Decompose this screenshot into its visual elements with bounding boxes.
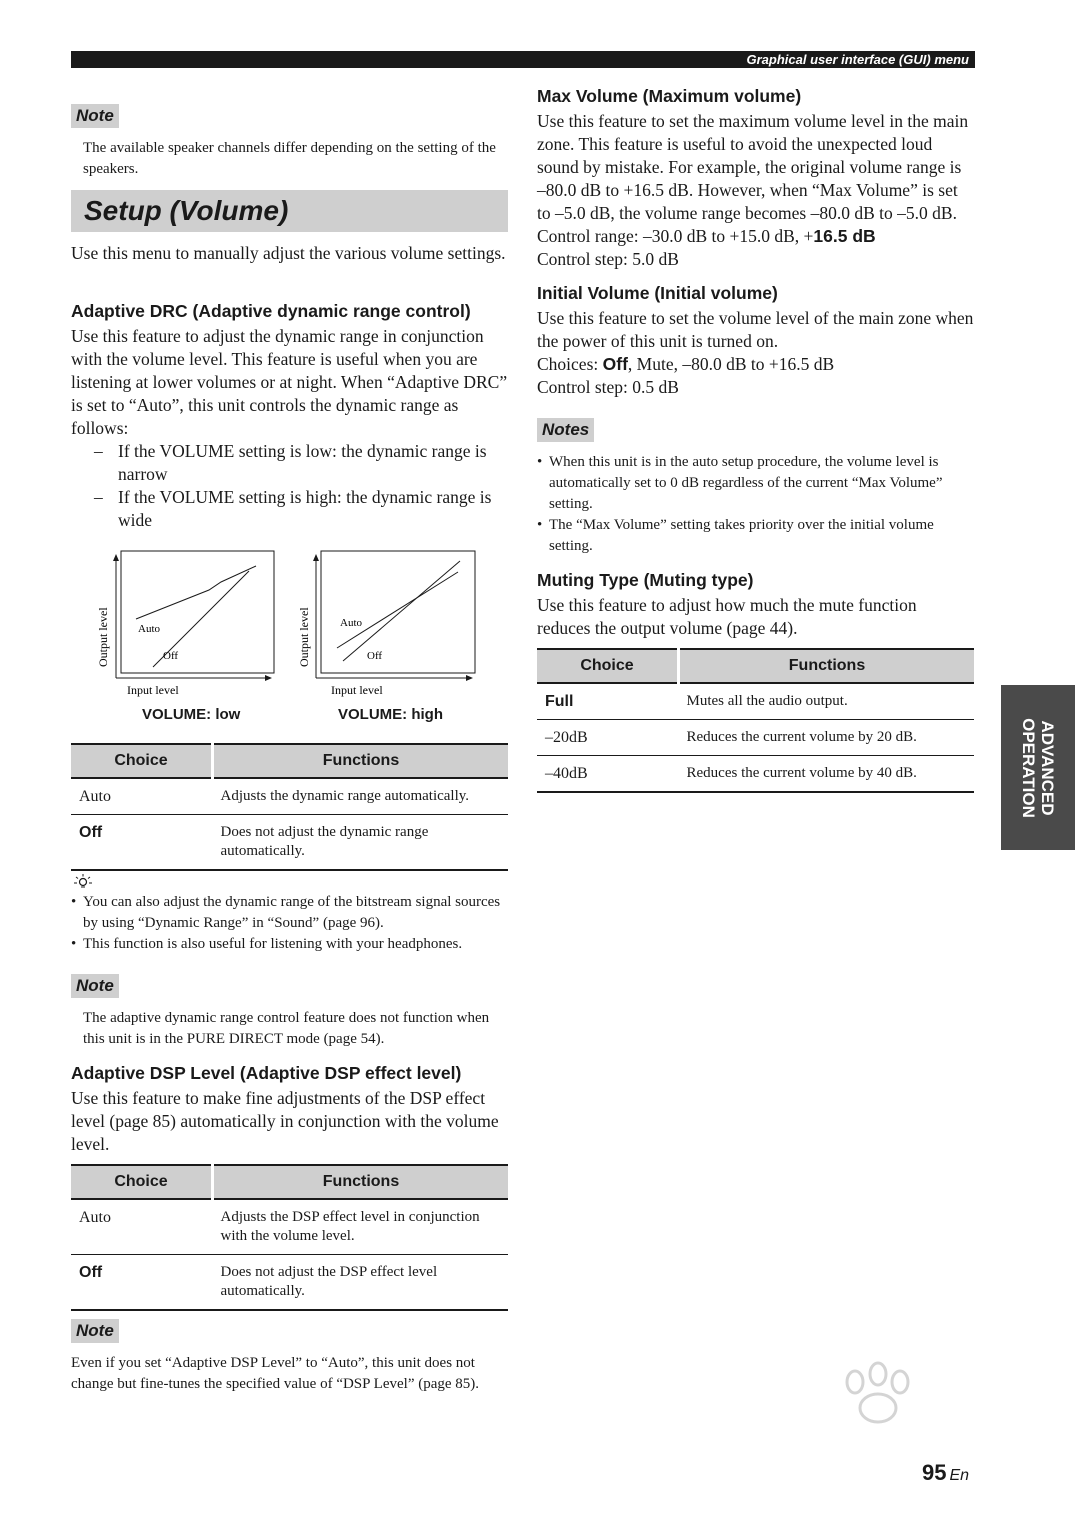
initial-volume-text: Use this feature to set the volume level of the main zone when the power of this unit is turned on.: [537, 308, 974, 351]
dsp-choices-table: [71, 1164, 508, 1311]
table-header-row: [71, 744, 508, 778]
off-label: Off: [367, 650, 383, 662]
note-label: Note: [71, 974, 119, 998]
auto-curve: [337, 572, 458, 648]
column-header: Functions: [213, 744, 509, 778]
table-row: [537, 756, 974, 793]
drc-list-item: [71, 486, 508, 532]
max-volume-description: [537, 110, 974, 271]
column-header: Choice: [537, 649, 679, 683]
note-text: The available speaker channels differ depending on the setting of the speakers.: [83, 140, 496, 177]
function-cell: Adjusts the DSP effect level in conjunction with the volume level.: [213, 1199, 509, 1255]
choice-cell: Off: [71, 1255, 213, 1311]
drc-heading: Adaptive DRC (Adaptive dynamic range control): [71, 301, 471, 321]
column-header: Functions: [213, 1165, 509, 1199]
choice-cell: –40dB: [537, 756, 679, 793]
choice-cell: Full: [537, 683, 679, 720]
plot-frame: [121, 551, 274, 673]
notes-label: Notes: [537, 418, 594, 442]
section-title: Setup (Volume): [84, 195, 289, 226]
note-text: Even if you set “Adaptive DSP Level” to “Auto”, this unit does not change but fine-tunes the specified value of “DSP Level” (page 85).: [71, 1355, 480, 1392]
choice-cell: Auto: [71, 778, 213, 815]
choice-cell: Auto: [71, 1199, 213, 1255]
max-volume-step: Control step: 5.0 dB: [537, 249, 679, 269]
tip-item: • You can also adjust the dynamic range of the bitstream signal sources by using “Dynamic Range” in “Sound” (page 96).: [71, 892, 508, 934]
note-item: • The “Max Volume” setting takes priority over the initial volume setting.: [537, 515, 974, 557]
table-row: [537, 683, 974, 720]
drc-item-text: If the VOLUME setting is low: the dynamic range is narrow: [118, 441, 487, 484]
table-row: [71, 1255, 508, 1311]
drc-description: [71, 325, 508, 532]
page-number: [922, 1460, 969, 1486]
max-volume-range: [537, 225, 974, 248]
choices-rest: , Mute, –80.0 dB to +16.5 dB: [627, 354, 835, 374]
muting-type-heading: Muting Type (Muting type): [537, 570, 754, 590]
choice-cell: Off: [71, 815, 213, 871]
side-tab-text: [1019, 718, 1057, 818]
off-curve: [343, 561, 460, 661]
column-header: Choice: [71, 744, 213, 778]
note-label: Note: [71, 104, 119, 128]
dash-marker: –: [94, 441, 103, 461]
dash-marker: –: [94, 487, 103, 507]
page-number-value: 95: [922, 1460, 947, 1485]
plot-frame: [321, 551, 475, 673]
function-cell: Adjusts the dynamic range automatically.: [213, 778, 509, 815]
y-axis-label: Output level: [96, 607, 110, 667]
initial-volume-step: Control step: 0.5 dB: [537, 377, 679, 397]
range-prefix: Control range: –30.0 dB to +15.0 dB, +: [537, 226, 814, 246]
x-axis-label: Input level: [127, 683, 179, 697]
tips-list: [71, 892, 508, 955]
section-title-box: [71, 190, 508, 232]
page-language: En: [949, 1467, 970, 1484]
note-item: • When this unit is in the auto setup procedure, the volume level is automatically set to 0 dB regardless of the current “Max Volume” setting.: [537, 452, 974, 515]
muting-type-text: Use this feature to adjust how much the mute function reduces the output volume (page 44).: [537, 595, 917, 638]
table-row: [537, 720, 974, 756]
note-text: The adaptive dynamic range control feature does not function when this unit is in the PURE DIRECT mode (page 54).: [83, 1010, 490, 1047]
muting-choices-table: [537, 648, 974, 793]
drc-text: Use this feature to adjust the dynamic range in conjunction with the volume level. This feature is useful when you are listening at lower volumes or at night. When “Adaptive DRC” is set to “Auto”, this unit controls the dynamic range as follows:: [71, 326, 508, 438]
column-header: Functions: [679, 649, 975, 683]
choices-prefix: Choices:: [537, 354, 603, 374]
drc-choices-table: [71, 743, 508, 871]
tip-item: • This function is also useful for listening with your headphones.: [71, 934, 508, 955]
side-tab-line: OPERATION: [1019, 717, 1038, 818]
choices-default: Off: [602, 354, 628, 374]
table-row: [71, 1199, 508, 1255]
drc-item-text: If the VOLUME setting is high: the dynamic range is wide: [118, 487, 492, 530]
initial-volume-choices: [537, 353, 974, 376]
choice-cell: –20dB: [537, 720, 679, 756]
drc-list-item: [71, 440, 508, 486]
dsp-heading: Adaptive DSP Level (Adaptive DSP effect level): [71, 1063, 462, 1083]
auto-label: Auto: [138, 623, 160, 635]
section-intro: Use this menu to manually adjust the various volume settings.: [71, 243, 506, 263]
notes-list: [537, 452, 974, 557]
y-axis-label: Output level: [297, 607, 311, 667]
diagram-volume-high: [293, 545, 483, 705]
range-default: 16.5 dB: [813, 226, 876, 246]
dsp-text: Use this feature to make fine adjustments of the DSP effect level (page 85) automatically in conjunction with the volume level.: [71, 1088, 499, 1154]
tip-lightbulb-icon: [73, 873, 93, 889]
table-header-row: [71, 1165, 508, 1199]
max-volume-text: Use this feature to set the maximum volume level in the main zone. This feature is useful to avoid the unexpected loud sound by mistake. For example, the original volume range is –80.0 dB to +16.5 dB. However, when “Max Volume” is set to –5.0 dB, the volume range becomes –80.0 dB to –5.0 dB.: [537, 111, 969, 223]
table-row: [71, 778, 508, 815]
column-header: Choice: [71, 1165, 213, 1199]
diagram-caption-low: VOLUME: low: [142, 706, 241, 723]
side-section-tab: [1001, 685, 1075, 850]
diagram-volume-low: [91, 545, 281, 705]
function-cell: Reduces the current volume by 20 dB.: [679, 720, 975, 756]
watermark-paw-icon: [760, 1360, 1010, 1480]
auto-label: Auto: [340, 617, 362, 629]
header-title: Graphical user interface (GUI) menu: [746, 52, 969, 67]
off-label: Off: [163, 650, 179, 662]
initial-volume-description: [537, 307, 974, 399]
table-header-row: [537, 649, 974, 683]
function-cell: Does not adjust the dynamic range automatically.: [213, 815, 509, 871]
side-tab-line: ADVANCED: [1038, 719, 1057, 816]
function-cell: Reduces the current volume by 40 dB.: [679, 756, 975, 793]
max-volume-heading: Max Volume (Maximum volume): [537, 86, 802, 106]
initial-volume-heading: Initial Volume (Initial volume): [537, 283, 778, 303]
table-row: [71, 815, 508, 871]
header-bar: [71, 51, 975, 68]
function-cell: Mutes all the audio output.: [679, 683, 975, 720]
auto-curve: [136, 566, 256, 619]
note-label: Note: [71, 1319, 119, 1343]
diagram-caption-high: VOLUME: high: [338, 706, 443, 723]
function-cell: Does not adjust the DSP effect level automatically.: [213, 1255, 509, 1311]
x-axis-label: Input level: [331, 683, 383, 697]
